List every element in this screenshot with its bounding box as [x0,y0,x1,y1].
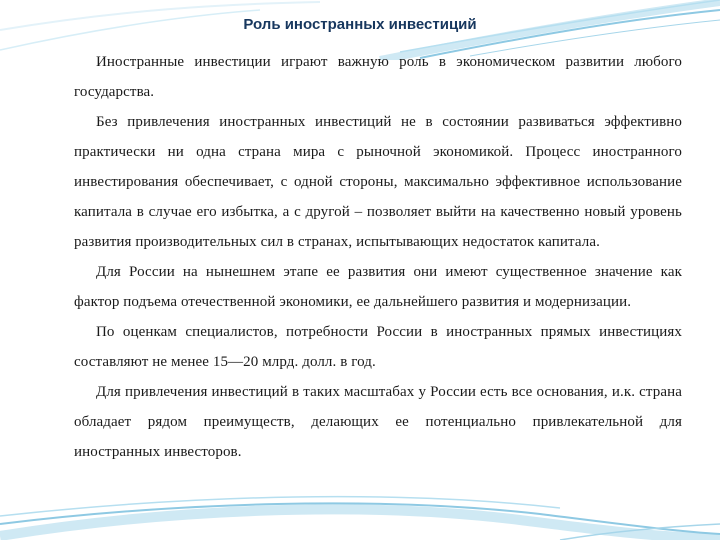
body-paragraph: Для привлечения инвестиций в таких масштабах у России есть все основания, и.к. страна обладает рядом преимуществ, делающих ее потенциально привлекательной для иностранных инвесторов. [74,384,682,460]
body-paragraph: Без привлечения иностранных инвестиций не в состоянии развиваться эффективно практически ни одна страна мира с рыночной экономикой. Процесс иностранного инвестирования обеспечивает, с одной стороны, максимально эффективное использование капитала в случае его избытка, а с другой – позволяет выйти на качественно новый уровень развития производительных сил в странах, испытывающих недостаток капитала. [74,114,682,250]
slide-body [74,47,682,467]
decorative-wave-bottom [0,480,720,540]
body-paragraph: По оценкам специалистов, потребности России в иностранных прямых инвестициях составляют не менее 15—20 млрд. долл. в год. [74,324,682,370]
body-paragraph: Для России на нынешнем этапе ее развития они имеют существенное значение как фактор подъема отечественной экономики, ее дальнейшего развития и модернизации. [74,264,682,310]
slide-title: Роль иностранных инвестиций [243,16,477,33]
body-paragraph: Иностранные инвестиции играют важную роль в экономическом развитии любого государства. [74,54,682,100]
